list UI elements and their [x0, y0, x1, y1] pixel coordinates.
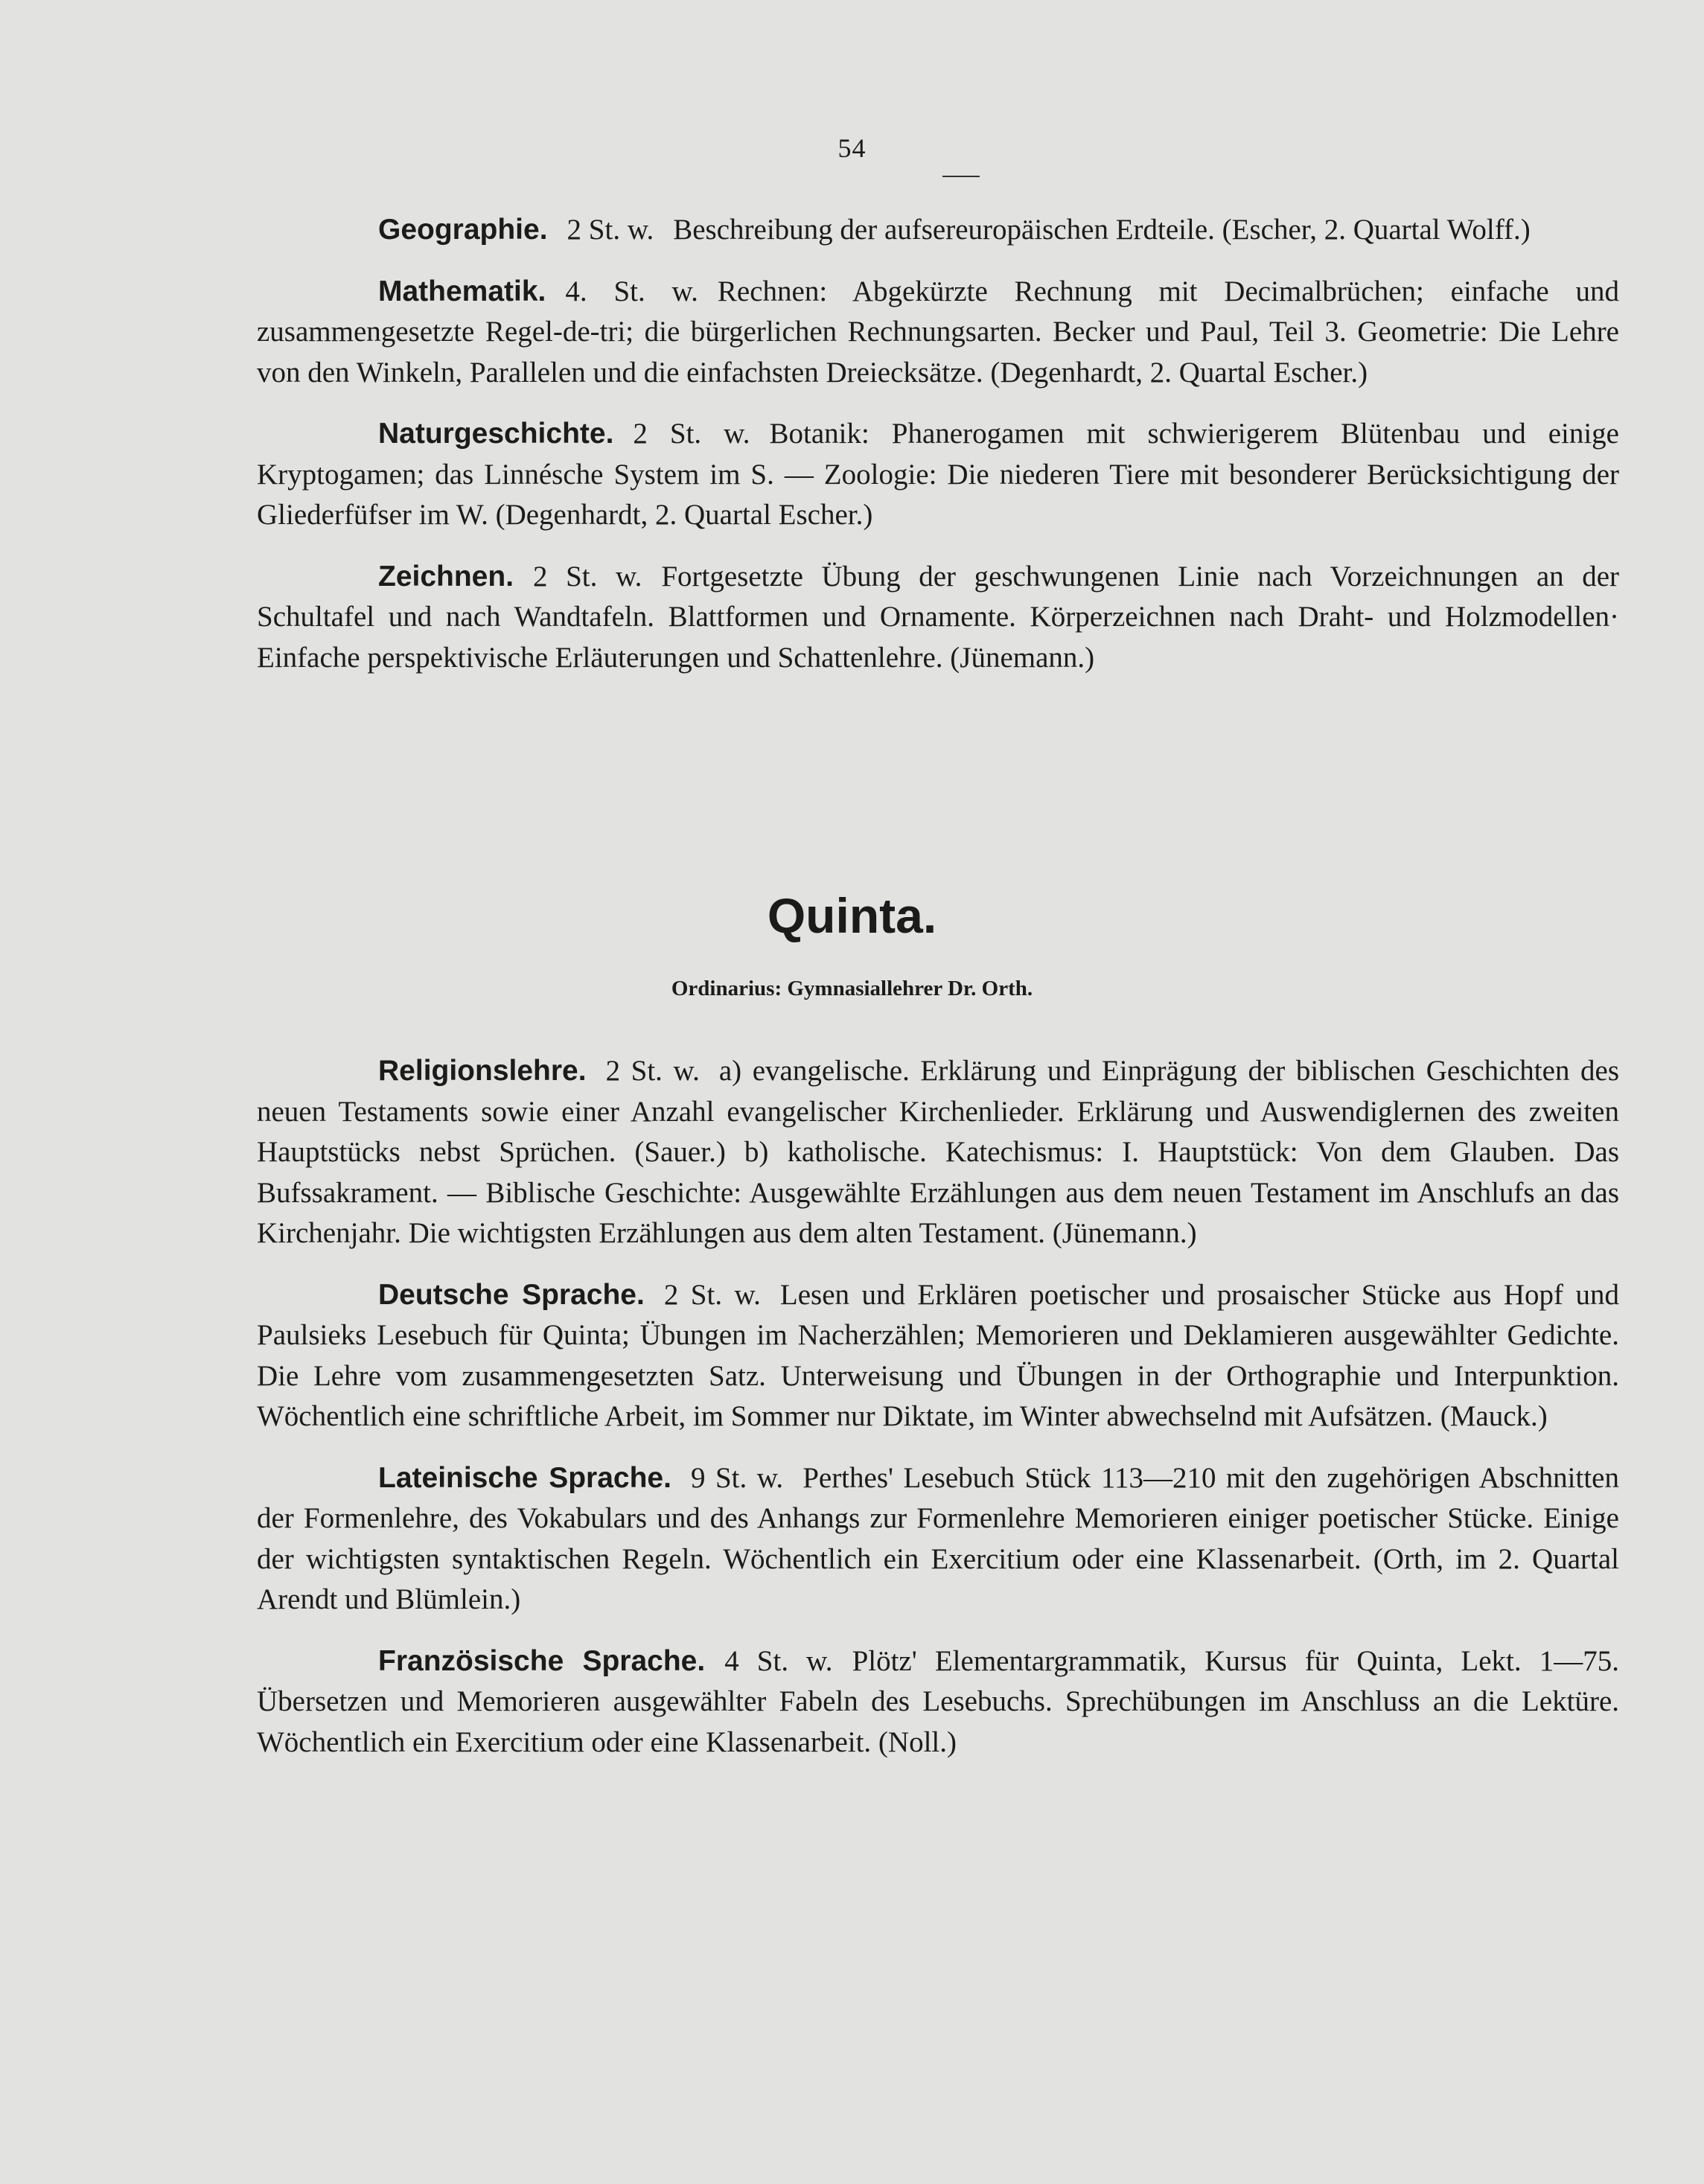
- subject-hours: 9 St. w.: [690, 1461, 784, 1494]
- subject-text: Perthes' Lesebuch Stück 113—210 mit den zugehörigen Abschnitten der Formenlehre, des Vokabulars und des Anhangs zur Formenlehre Memorieren einiger poetischer Stücke. Einige der wichtigsten syntaktischen Regeln. Wöchentlich ein Exercitium oder eine Klassenarbeit. (Orth, im 2. Quartal Arendt und Blümlein.): [257, 1461, 1619, 1615]
- subject-title: Französische Sprache.: [378, 1644, 706, 1677]
- subject-title: Deutsche Sprache.: [378, 1278, 645, 1311]
- subject-hours: 2 St. w.: [605, 1055, 700, 1087]
- subject-title: Geographie.: [378, 214, 548, 246]
- subject-text: Rechnen: Abgekürzte Rechnung mit Decimalbrüchen; einfache und zusammengesetzte Regel-de-tri; die bürgerlichen Rechnungsarten. Becker und Paul, Teil 3. Geometrie: Die Lehre von den Winkeln, Parallelen und die einfachsten Dreiecksätze. (Degenhardt, 2. Quartal Escher.): [257, 275, 1619, 389]
- paragraph-mathematik: [257, 272, 1619, 394]
- subject-hours: 2 St. w.: [567, 214, 654, 246]
- paragraph-naturgeschichte: [257, 414, 1619, 536]
- paragraph-religionslehre: [257, 1051, 1619, 1254]
- subject-title: Religionslehre.: [378, 1055, 587, 1087]
- subject-hours: 4. St. w.: [565, 275, 698, 307]
- subjects-upper: [257, 210, 1619, 678]
- subject-title: Naturgeschichte.: [378, 418, 614, 450]
- paragraph-deutsche-sprache: [257, 1275, 1619, 1437]
- page-number: 54: [837, 133, 867, 163]
- section-heading: Quinta.: [767, 888, 937, 943]
- subject-text: Fortgesetzte Übung der geschwungenen Linie nach Vorzeichnungen an der Schultafel und nach Wandtafeln. Blattformen und Ornamente. Körperzeichnen nach Draht- und Holzmodellen· Einfache perspektivische Erläuterungen und Schattenlehre. (Jünemann.): [257, 560, 1619, 674]
- subject-text: Plötz' Elementargrammatik, Kursus für Quinta, Lekt. 1—75. Übersetzen und Memorieren ausgewählter Fabeln des Lesebuchs. Sprechübungen im Anschluss an die Lektüre. Wöchentlich ein Exercitium oder eine Klassenarbeit. (Noll.): [257, 1644, 1619, 1758]
- ordinarius-line: Ordinarius: Gymnasiallehrer Dr. Orth.: [671, 977, 1033, 1000]
- subject-hours: 4 St. w.: [724, 1644, 833, 1677]
- subject-title: Zeichnen.: [378, 560, 514, 593]
- subject-title: Lateinische Sprache.: [378, 1461, 671, 1494]
- subject-hours: 2 St. w.: [533, 560, 642, 593]
- subject-text: Lesen und Erklären poetischer und prosaischer Stücke aus Hopf und Paulsieks Lesebuch für Quinta; Übungen im Nacherzählen; Memorieren und Deklamieren ausgewählter Gedichte. Die Lehre vom zusammengesetzten Satz. Unterweisung und Übungen in der Orthographie und Interpunktion. Wöchentlich eine schriftliche Arbeit, im Sommer nur Diktate, im Winter abwechselnd mit Aufsätzen. (Mauck.): [257, 1278, 1619, 1432]
- paragraph-geographie: [257, 210, 1619, 251]
- paragraph-zeichnen: [257, 557, 1619, 679]
- subject-text: Beschreibung der aufsereuropäischen Erdteile. (Escher, 2. Quartal Wolff.): [673, 214, 1531, 246]
- page-number-ornament: [942, 176, 980, 177]
- subject-text: a) evangelische. Erklärung und Einprägung der biblischen Geschichten des neuen Testaments sowie einer Anzahl evangelischer Kirchenlieder. Erklärung und Auswendiglernen des zweiten Hauptstücks nebst Sprüchen. (Sauer.) b) katholische. Katechismus: I. Hauptstück: Von dem Glauben. Das Bufssakrament. — Biblische Geschichte: Ausgewählte Erzählungen aus dem neuen Testament im Anschlufs an das Kirchenjahr. Die wichtigsten Erzählungen aus dem alten Testament. (Jünemann.): [257, 1055, 1619, 1249]
- subject-hours: 2 St. w.: [663, 1278, 761, 1311]
- subjects-lower: [257, 1051, 1619, 1763]
- subject-title: Mathematik.: [378, 275, 546, 307]
- subject-text: Botanik: Phanerogamen mit schwierigerem Blütenbau und einige Kryptogamen; das Linnésche System im S. — Zoologie: Die niederen Tiere mit besonderer Berücksichtigung der Gliederfüfser im W. (Degenhardt, 2. Quartal Escher.): [257, 418, 1619, 531]
- paragraph-lateinische-sprache: [257, 1458, 1619, 1621]
- subject-hours: 2 St. w.: [633, 418, 750, 450]
- paragraph-franzoesische-sprache: [257, 1641, 1619, 1763]
